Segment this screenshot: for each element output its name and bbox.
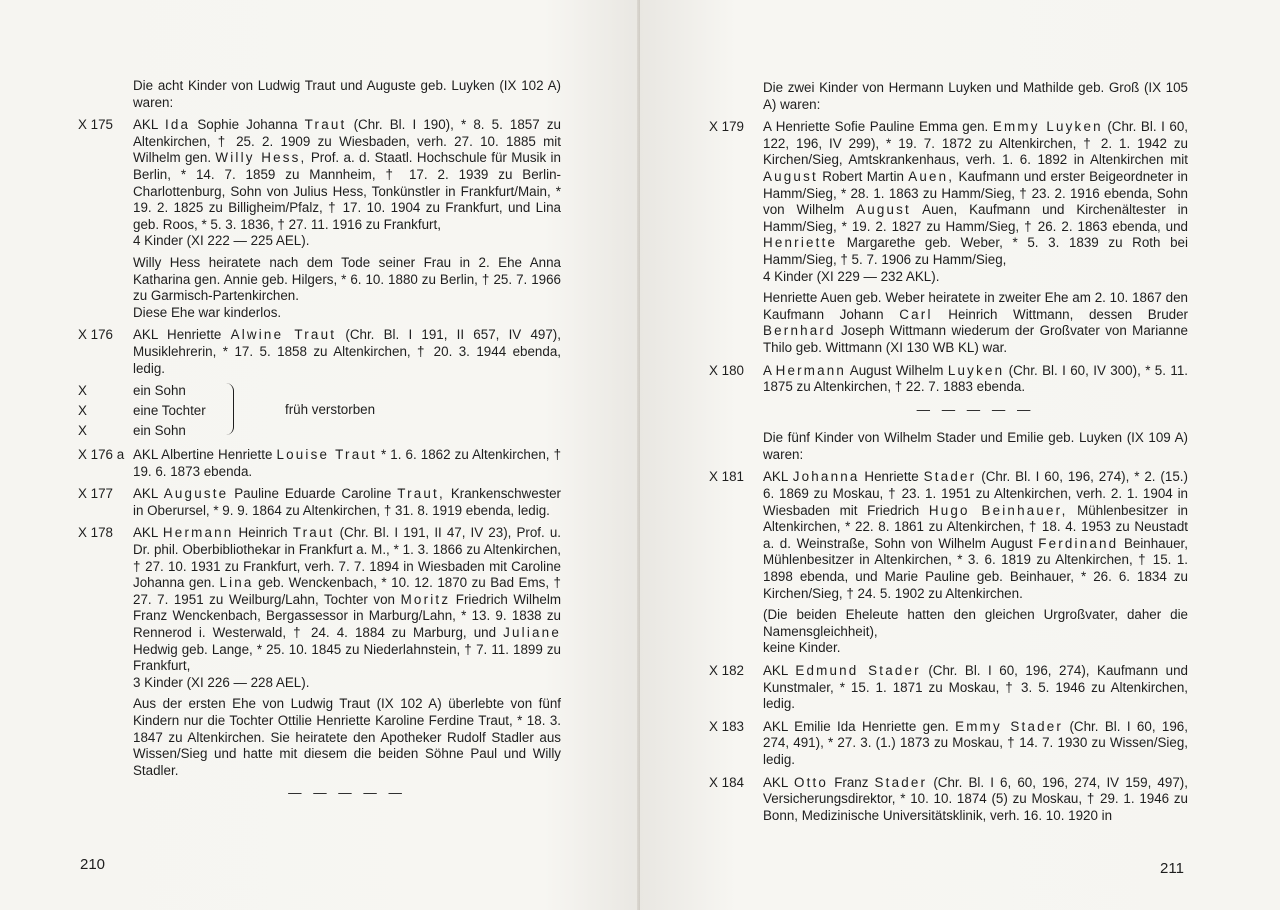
spaced-name: Traut, bbox=[397, 486, 445, 502]
entry-number: X 175 bbox=[78, 117, 113, 133]
spaced-name: Stader bbox=[874, 774, 928, 790]
entry-note: Willy Hess heiratete nach dem Tode seiner Frau in 2. Ehe Anna Katharina gen. Annie geb. Hilgers, * 6. 10. 1880 zu Berlin, † 25. 7. 1966 zu Garmisch-Partenkirchen. bbox=[133, 254, 561, 304]
spaced-name: Hermann bbox=[162, 525, 234, 541]
spaced-name: Otto bbox=[793, 774, 829, 790]
spaced-name: Traut bbox=[292, 525, 335, 541]
spaced-name: Ida bbox=[164, 117, 191, 133]
spaced-name: August bbox=[856, 202, 911, 218]
entry-number: X 179 bbox=[709, 119, 744, 135]
spaced-name: Juliane bbox=[503, 625, 561, 641]
entry-note: Diese Ehe war kinderlos. bbox=[133, 304, 282, 320]
entry-number: X 176 bbox=[78, 327, 113, 343]
children-count: 3 Kinder (XI 226 — 228 AEL). bbox=[133, 674, 310, 690]
list-item: X eine Tochter bbox=[78, 403, 206, 419]
entry-number: X 178 bbox=[78, 525, 113, 541]
entry-number: X 182 bbox=[709, 663, 744, 678]
entry-number: X 177 bbox=[78, 486, 113, 502]
entry-note: Henriette Auen geb. Weber heiratete in zweiter Ehe am 2. 10. 1867 den Kaufmann Johann Carl Heinrich Wittmann, dessen Bruder Bernhard Joseph Wittmann wiederum der Großvater von Marianne Thilo geb. Wittmann (XI 130 WB KL) war. bbox=[763, 290, 1188, 355]
entry-number: X 180 bbox=[709, 362, 744, 378]
group-note: früh verstorben bbox=[285, 402, 376, 418]
spaced-name: Auen, bbox=[908, 168, 955, 184]
entry-x179: X 179 A Henriette Sofie Pauline Emma gen. Emmy Luyken (Chr. Bl. I 60, 122, 196, IV 299), * 19. 7. 1872 zu Altenkirchen, † 2. 1. 1942 zu Kirchen/Sieg, Amtskrankenhaus, verh. 1. 6. 1892 in Altenkirchen mit August Robert Martin Auen, Kaufmann und erster Beigeordneter in Hamm/Sieg, * 28. 1. 1863 zu Hamm/Sieg, † 23. 2. 1916 ebenda, Sohn von Wilhelm August Auen, Kaufmann und Kirchenältester in Hamm/Sieg, * 19. 2. 1827 zu Hamm/Sieg, † 26. 2. 1863 ebenda, und Henriette Margarethe geb. Weber, * 5. 3. 1839 zu Roth bei Hamm/Sieg, † 5. 7. 1906 zu Hamm/Sieg, 4 Kinder (XI 229 — 232 AKL). Henriette Auen geb. Weber heiratete in zweiter Ehe am 2. 10. 1867 den Kaufmann Johann Carl Heinrich Wittmann, dessen Bruder Bernhard Joseph Wittmann wiederum der Großvater von Marianne Thilo geb. Wittmann (XI 130 WB KL) war. bbox=[709, 119, 1188, 355]
intro-paragraph: Die zwei Kinder von Hermann Luyken und Mathilde geb. Groß (IX 105 A) waren: bbox=[763, 80, 1188, 112]
spaced-name: Henriette bbox=[763, 235, 838, 251]
entry-x180: X 180 A Hermann August Wilhelm Luyken (Chr. Bl. I 60, IV 300), * 5. 11. 1875 zu Altenkirchen, † 22. 7. 1883 ebenda. bbox=[709, 362, 1188, 395]
spaced-name: Louise Traut bbox=[276, 447, 377, 463]
spaced-name: Traut bbox=[304, 117, 347, 133]
entry-x181: X 181 AKL Johanna Henriette Stader (Chr. Bl. I 60, 196, 274), * 2. (15.) 6. 1869 zu Moskau, † 23. 1. 1951 zu Altenkirchen, verh. 2. 1. 1904 in Wiesbaden mit Friedrich Hugo Beinhauer, Mühlenbesitzer in Altenkirchen, * 22. 8. 1861 zu Altenkirchen, † 18. 4. 1953 zu Neustadt a. d. Weinstraße, Sohn von Wilhelm August Ferdinand Beinhauer, Mühlenbesitzer in Altenkirchen, * 3. 6. 1819 zu Altenkirchen, † 15. 1. 1898 ebenda, und Marie Pauline geb. Beinhauer, * 26. 6. 1834 zu Kirchen/Sieg, † 24. 5. 1902 zu Altenkirchen. (Die beiden Eheleute hatten den gleichen Urgroßvater, daher die Namensgleichheit), keine Kinder. bbox=[709, 469, 1188, 656]
list-item: X ein Sohn bbox=[78, 383, 186, 399]
entry-x175: X 175 AKL Ida Sophie Johanna Traut (Chr. Bl. I 190), * 8. 5. 1857 zu Altenkirchen, † 25. 2. 1909 zu Wiesbaden, verh. 27. 10. 1885 mit Wilhelm gen. Willy Hess, Prof. a. d. Staatl. Hochschule für Musik in Berlin, * 14. 7. 1859 zu Mannheim, † 17. 2. 1939 zu Berlin-Charlottenburg, Sohn von Julius Hess, Tonkünstler in Frankfurt/Main, * 19. 2. 1825 zu Billigheim/Pfalz, † 17. 10. 1904 zu Frankfurt, und Lina geb. Roos, * 5. 3. 1836, † 27. 11. 1916 zu Frankfurt, 4 Kinder (XI 222 — 225 AEL). Willy Hess heiratete nach dem Tode seiner Frau in 2. Ehe Anna Katharina gen. Annie geb. Hilgers, * 6. 10. 1880 zu Berlin, † 25. 7. 1966 zu Garmisch-Partenkirchen. Diese Ehe war kinderlos. bbox=[78, 117, 561, 320]
left-text-column bbox=[78, 78, 562, 808]
entry-number: X 176 a bbox=[78, 447, 125, 463]
spaced-name: Alwine Traut bbox=[230, 327, 337, 343]
section-separator: — — — — — bbox=[288, 785, 406, 801]
entry-number: X 183 bbox=[709, 718, 744, 734]
spaced-name: Bernhard bbox=[763, 323, 836, 339]
spaced-name: Johanna bbox=[792, 469, 860, 485]
spaced-name: August bbox=[763, 168, 818, 184]
spaced-name: Luyken bbox=[947, 362, 1005, 378]
right-text-column bbox=[709, 80, 1188, 830]
entry-x178: X 178 AKL Hermann Heinrich Traut (Chr. Bl. I 191, II 47, IV 23), Prof. u. Dr. phil. Oberbibliothekar in Frankfurt a. M., * 1. 3. 1866 zu Altenkirchen, † 27. 10. 1931 zu Frankfurt, verh. 7. 7. 1894 in Wiesbaden mit Caroline Johanna gen. Lina geb. Wenckenbach, * 10. 12. 1870 zu Bad Ems, † 27. 7. 1951 zu Weilburg/Lahn, Tochter von Moritz Friedrich Wilhelm Franz Wenckenbach, Bergassessor in Marburg/Lahn, * 13. 9. 1838 zu Rennerod i. Westerwald, † 24. 4. 1884 zu Marburg, und Juliane Hedwig geb. Lange, * 25. 10. 1845 zu Niederlahnstein, † 7. 11. 1899 zu Frankfurt, 3 Kinder (XI 226 — 228 AEL). Aus der ersten Ehe von Ludwig Traut (IX 102 A) überlebte von fünf Kindern nur die Tochter Ottilie Henriette Karoline Ferdine Traut, * 18. 3. 1847 zu Altenkirchen. Sie heiratete den Apotheker Rudolf Stadler aus Wissen/Sieg und hatte mit diesem die beiden Söhne Paul und Willy Stadler. bbox=[78, 525, 561, 778]
page-number: 210 bbox=[80, 856, 106, 873]
entry-x177: X 177 AKL Auguste Pauline Eduarde Caroline Traut, Krankenschwester in Oberursel, * 9. 9. 1864 zu Altenkirchen, † 31. 8. 1919 ebenda, ledig. bbox=[78, 486, 561, 518]
spaced-name: Moritz bbox=[400, 591, 451, 607]
spaced-name: Ferdinand bbox=[1038, 535, 1119, 551]
spaced-name: Auguste bbox=[163, 486, 229, 502]
entry-note: keine Kinder. bbox=[763, 640, 841, 656]
entry-number: X 184 bbox=[709, 774, 744, 790]
right-page bbox=[640, 0, 1280, 910]
brace-icon bbox=[225, 383, 234, 435]
children-count: 4 Kinder (XI 222 — 225 AEL). bbox=[133, 233, 310, 249]
intro-paragraph: Die fünf Kinder von Wilhelm Stader und Emilie geb. Luyken (IX 109 A) waren: bbox=[763, 430, 1188, 462]
entry-note: (Die beiden Eheleute hatten den gleichen Urgroßvater, daher die Namensgleichheit), bbox=[763, 607, 1188, 639]
spaced-name: Hugo Beinhauer, bbox=[928, 502, 1068, 518]
intro-paragraph: Die acht Kinder von Ludwig Traut und Auguste geb. Luyken (IX 102 A) waren: bbox=[133, 78, 561, 110]
entry-x182: X 182 AKL Edmund Stader (Chr. Bl. I 60, 196, 274), Kaufmann und Kunstmaler, * 15. 1. 1871 zu Moskau, † 3. 5. 1946 zu Altenkirchen, ledig. bbox=[709, 663, 1188, 712]
children-count: 4 Kinder (XI 229 — 232 AKL). bbox=[763, 268, 940, 284]
deceased-children-group bbox=[78, 383, 561, 443]
spaced-name: Willy Hess, bbox=[215, 150, 307, 166]
spaced-name: Emmy Luyken bbox=[992, 119, 1103, 135]
spaced-name: Carl bbox=[899, 306, 933, 322]
spaced-name: Hermann bbox=[775, 362, 847, 378]
spaced-name: Emmy Stader bbox=[955, 718, 1064, 734]
page-number: 211 bbox=[1160, 860, 1184, 877]
spaced-name: Lina bbox=[219, 575, 254, 591]
spaced-name: Stader bbox=[923, 469, 977, 485]
entry-note: Aus der ersten Ehe von Ludwig Traut (IX 102 A) überlebte von fünf Kindern nur die Tochter Ottilie Henriette Karoline Ferdine Traut, * 18. 3. 1847 zu Altenkirchen. Sie heiratete den Apotheker Rudolf Stadler aus Wissen/Sieg und hatte mit diesem die beiden Söhne Paul und Willy Stadler. bbox=[133, 696, 561, 778]
entry-number: X 181 bbox=[709, 469, 744, 485]
section-separator: — — — — — bbox=[916, 401, 1035, 417]
entry-x176: X 176 AKL Henriette Alwine Traut (Chr. Bl. I 191, II 657, IV 497), Musiklehrerin, * 17. 5. 1858 zu Altenkirchen, † 20. 3. 1944 ebenda, ledig. bbox=[78, 327, 561, 376]
entry-x183: X 183 AKL Emilie Ida Henriette gen. Emmy Stader (Chr. Bl. I 60, 196, 274, 491), * 27. 3. (1.) 1873 zu Moskau, † 14. 7. 1930 zu Wissen/Sieg, ledig. bbox=[709, 718, 1188, 767]
spaced-name: Edmund Stader bbox=[795, 663, 921, 678]
list-item: X ein Sohn bbox=[78, 423, 186, 439]
entry-x184: X 184 AKL Otto Franz Stader (Chr. Bl. I 6, 60, 196, 274, IV 159, 497), Versicherungsdirektor, * 10. 10. 1874 (5) zu Moskau, † 29. 1. 1946 zu Bonn, Medizinische Universitätsklinik, verh. 16. 10. 1920 in bbox=[709, 774, 1188, 823]
entry-x176a: X 176 a AKL Albertine Henriette Louise Traut * 1. 6. 1862 zu Altenkirchen, † 19. 6. 1873 ebenda. bbox=[78, 447, 562, 479]
